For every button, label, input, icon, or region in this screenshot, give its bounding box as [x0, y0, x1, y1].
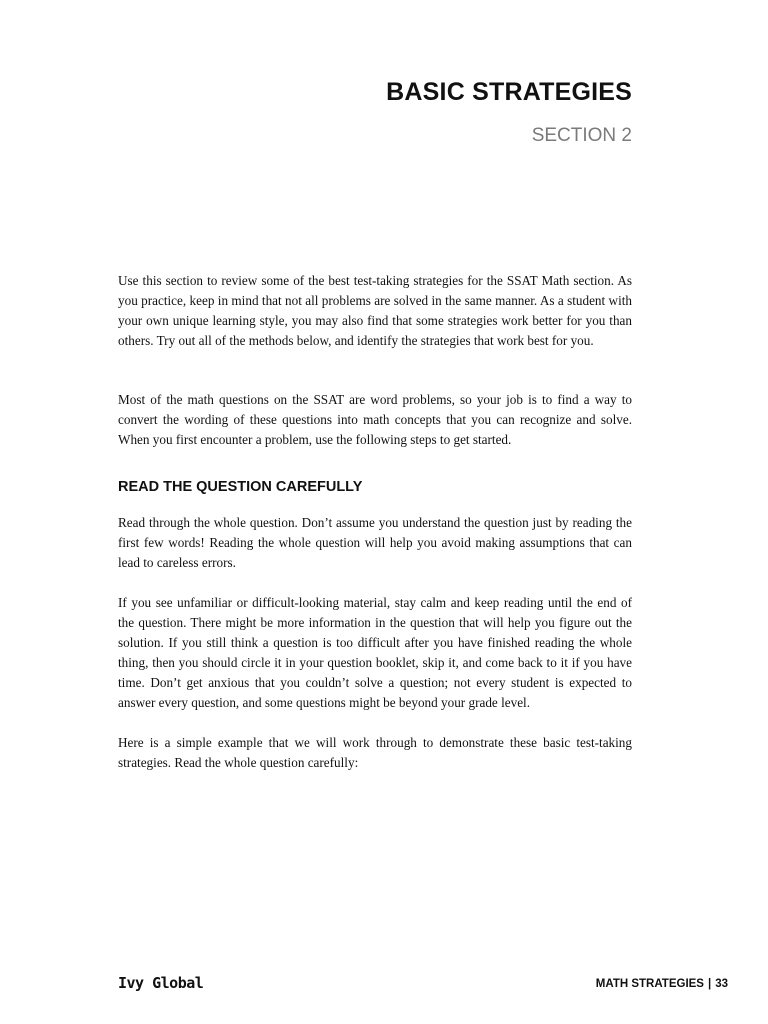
subheading-read-question: READ THE QUESTION CAREFULLY: [118, 479, 363, 495]
ivy-global-logo: Ivy Global: [118, 974, 204, 992]
section-label: SECTION 2: [531, 125, 632, 146]
chapter-title: BASIC STRATEGIES: [386, 78, 632, 106]
page-number: 33: [715, 978, 728, 990]
page-footer: [596, 978, 728, 990]
word-problems-paragraph: Most of the math questions on the SSAT are word problems, so your job is to find a way to convert the wording of these questions into math concepts that you can recognize and solve. When you first encounter a problem, use the following steps to get started.: [118, 392, 632, 447]
example-intro-paragraph: Here is a simple example that we will work through to demonstrate these basic test-taking strategies. Read the whole question carefully:: [118, 735, 632, 770]
read-whole-question-paragraph: Read through the whole question. Don’t assume you understand the question just by reading the first few words! Reading the whole question will help you avoid making assumptions that can lead to careless errors.: [118, 515, 632, 570]
intro-paragraph: Use this section to review some of the best test-taking strategies for the SSAT Math section. As you practice, keep in mind that not all problems are solved in the same manner. As a student with your own unique learning style, you may also find that some strategies work better for you than others. Try out all of the methods below, and identify the strategies that work best for you.: [118, 273, 632, 348]
stay-calm-paragraph: If you see unfamiliar or difficult-looking material, stay calm and keep reading until the end of the question. There might be more information in the question that will help you figure out the solution. If you still think a question is too difficult after you have finished reading the whole thing, then you should circle it in your question booklet, skip it, and come back to it if you have time. Don’t get anxious that you couldn’t solve a question; not every student is expected to answer every question, and some questions might be beyond your grade level.: [118, 595, 632, 710]
footer-separator: |: [707, 978, 712, 990]
footer-section-name: MATH STRATEGIES: [595, 978, 704, 990]
